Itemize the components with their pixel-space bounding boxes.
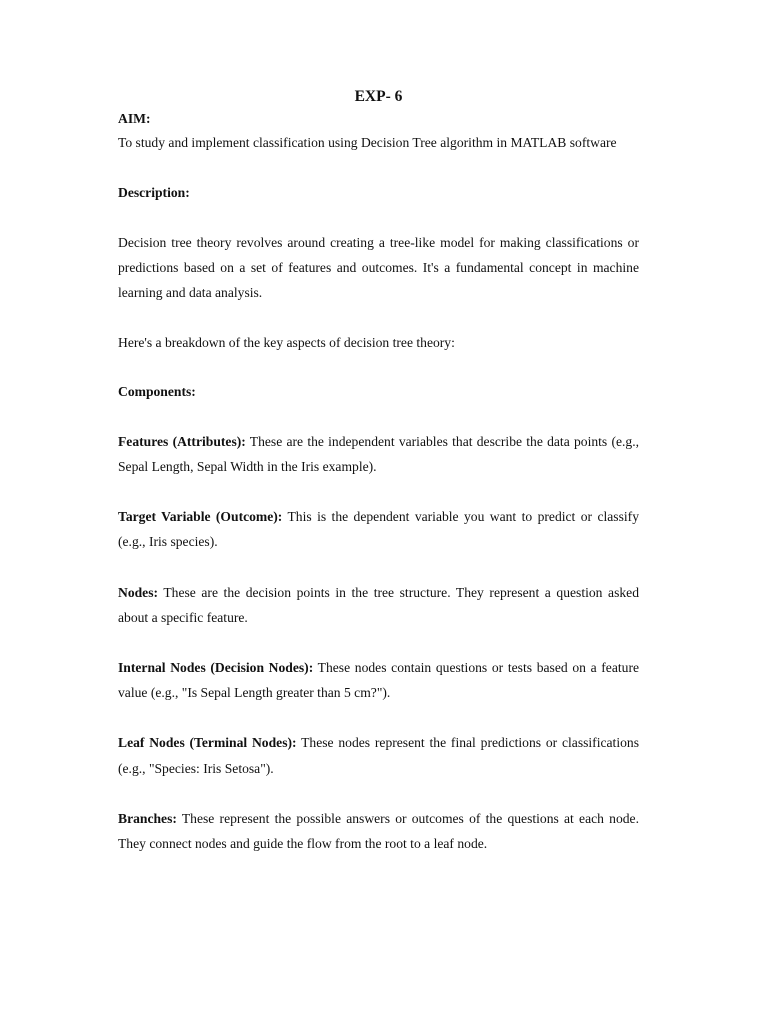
description-heading-line — [118, 180, 639, 206]
aim-text: To study and implement classification using Decision Tree algorithm in MATLAB software — [118, 135, 617, 150]
description-colon: : — [185, 185, 190, 200]
component-term: Leaf Nodes (Terminal Nodes): — [118, 735, 297, 751]
component-term: Internal Nodes (Decision Nodes): — [118, 660, 314, 676]
breakdown-intro: Here's a breakdown of the key aspects of decision tree theory: — [118, 334, 455, 350]
component-term: Target Variable (Outcome): — [118, 509, 283, 525]
component-text: These are the decision points in the tree structure. They represent a question asked about a specific feature. — [118, 584, 639, 625]
component-text: These nodes contain questions or tests based on a feature value (e.g., "Is Sepal Length greater than 5 cm?"). — [118, 660, 640, 701]
component-item — [118, 504, 639, 554]
document-page — [118, 86, 639, 856]
component-item — [118, 429, 639, 479]
description-paragraph: Decision tree theory revolves around creating a tree-like model for making classifications or predictions based on a set of features and outcomes. It's a fundamental concept in machine learning and data analysis. — [118, 235, 639, 301]
component-text: These are the independent variables that describe the data points (e.g., Sepal Length, Sepal Width in the Iris example). — [118, 433, 639, 475]
description-heading: Description — [118, 185, 186, 200]
component-text: These nodes represent the final predictions or classifications (e.g., "Species: Iris Setosa"). — [118, 735, 639, 776]
component-term: Nodes: — [118, 584, 159, 600]
component-text: These represent the possible answers or outcomes of the questions at each node. They connect nodes and guide the flow from the root to a leaf node. — [118, 810, 639, 852]
component-item — [118, 806, 639, 856]
component-item — [118, 730, 639, 780]
component-item — [118, 655, 639, 705]
component-item — [118, 580, 639, 630]
aim-heading: AIM: — [118, 111, 151, 126]
components-heading: Components: — [118, 383, 196, 399]
component-term: Branches: — [118, 810, 177, 826]
component-term: Features (Attributes): — [118, 433, 246, 449]
page-title: EXP- 6 — [354, 88, 403, 105]
component-text: This is the dependent variable you want to predict or classify (e.g., Iris species). — [118, 509, 639, 550]
